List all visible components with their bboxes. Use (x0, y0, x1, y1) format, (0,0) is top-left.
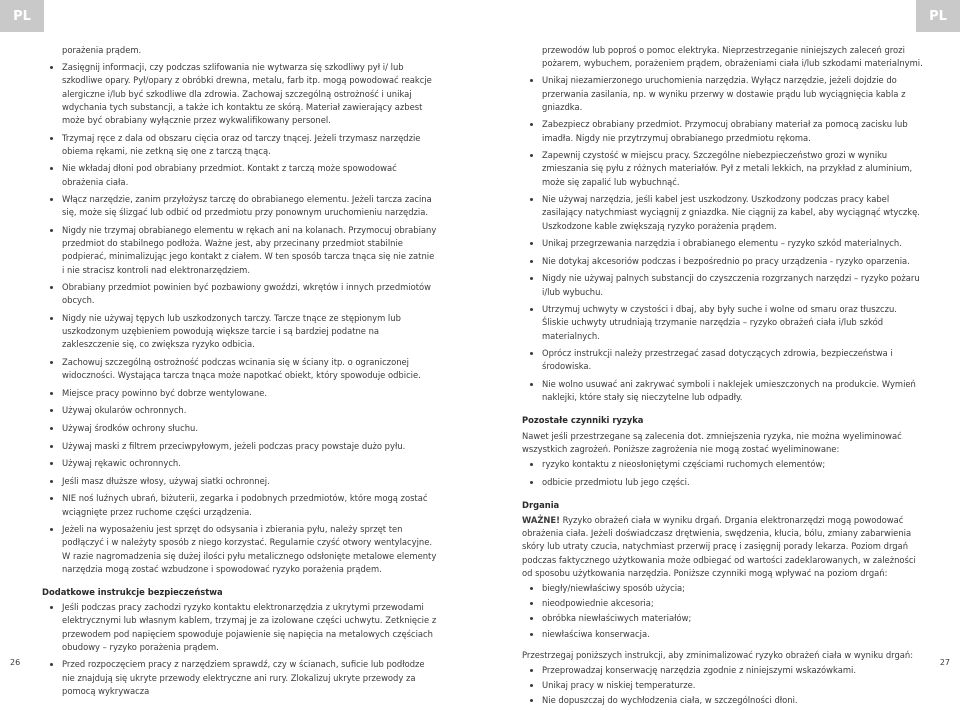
list-item: Jeśli masz dłuższe włosy, używaj siatki ochronnej. (42, 475, 438, 488)
right-column (522, 44, 924, 710)
list-item: Nie dopuszczaj do wychłodzenia ciała, w szczególności dłoni. (522, 694, 924, 707)
list-item: Jeżeli na wyposażeniu jest sprzęt do odsysania i zbierania pyłu, należy sprzęt ten podłączyć i w należyty sposób z niego korzystać. Regularnie czyść otwory wentylacyjne. W razie nagromadzenia się dużej ilości pyłu metalicznego odsłonięte metalowe elementy narzędzia mogą zostać wzbudzone i spowodować ryzyko porażenia prądem. (42, 523, 438, 576)
language-tab-left: PL (0, 0, 44, 32)
warning-label: WAŻNE! (522, 515, 560, 525)
list-item: Zapewnij czystość w miejscu pracy. Szczególne niebezpieczeństwo grozi w wyniku zmieszania się pyłu z różnych materiałów. Pył z metali lekkich, na przykład z aluminium, może się zapalić lub wybuchnąć. (522, 149, 924, 189)
page-number-left: 26 (10, 658, 21, 667)
list-item: biegły/niewłaściwy sposób użycia; (522, 582, 924, 595)
section-heading-residual-risks: Pozostałe czynniki ryzyka (522, 415, 644, 426)
list-item: Zachowuj szczególną ostrożność podczas wcinania się w ściany itp. o ograniczonej widoczności. Wystająca tarcza tnąca może napotkać obiekt, który spowoduje odbicie. (42, 356, 438, 382)
list-item: Włącz narzędzie, zanim przyłożysz tarczę do obrabianego elementu. Jeżeli tarcza zacina się, może się ślizgać lub odbić od przedmiotu przy ponownym uruchomieniu narzędzia. (42, 193, 438, 219)
list-item: Nie wolno usuwać ani zakrywać symboli i naklejek umieszczonych na produkcie. Wymień naklejki, które stały się nieczytelne lub odpadły. (522, 378, 924, 404)
list-item: Używaj rękawic ochronnych. (42, 457, 438, 470)
list-item: Nie dotykaj akcesoriów podczas i bezpośrednio po pracy urządzenia - ryzyko oparzenia. (522, 255, 924, 268)
list-item: Zasięgnij informacji, czy podczas szlifowania nie wytwarza się szkodliwy pył i/ lub szkodliwe opary. Pył/opary z obróbki drewna, metalu, farb itp. mogą powodować reakcje alergiczne i/lub być szkodliwe dla zdrowia. Zachowaj szczególną ostrożność i unikaj wdychania tych substancji, a także ich kontaktu ze skórą. Materiał zawierający azbest może być obrabiany wyłącznie przez wykwalifikowany personel. (42, 61, 438, 127)
list-item: Unikaj niezamierzonego uruchomienia narzędzia. Wyłącz narzędzie, jeżeli dojdzie do przerwania zasilania, np. w wyniku przerwy w dostawie prądu lub wyciągnięcia kabla z gniazdka. (522, 74, 924, 114)
right-bullet-list (522, 74, 924, 404)
list-item: Używaj okularów ochronnych. (42, 404, 438, 417)
list-item: Używaj środków ochrony słuchu. (42, 422, 438, 435)
list-item: odbicie przedmiotu lub jego części. (522, 476, 924, 489)
left-column (42, 44, 438, 702)
list-item: Unikaj przegrzewania narzędzia i obrabianego elementu – ryzyko szkód materialnych. (522, 237, 924, 250)
residual-risks-list (522, 458, 924, 489)
list-item: Przeprowadzaj konserwację narzędzia zgodnie z niniejszymi wskazówkami. (522, 664, 924, 677)
list-item: niewłaściwa konserwacja. (522, 628, 924, 641)
list-item: Miejsce pracy powinno być dobrze wentylowane. (42, 387, 438, 400)
section-heading-vibration: Drgania (522, 499, 560, 510)
vibration-factors-list (522, 582, 924, 641)
list-item: nieodpowiednie akcesoria; (522, 597, 924, 610)
list-item: Nie wkładaj dłoni pod obrabiany przedmiot. Kontakt z tarczą może spowodować obrażenia ciała. (42, 162, 438, 188)
page-number-right: 27 (939, 658, 950, 667)
list-item: Zabezpiecz obrabiany przedmiot. Przymocuj obrabiany materiał za pomocą zacisku lub imadła. Nigdy nie przytrzymuj obrabianego przedmiotu rękoma. (522, 118, 924, 144)
vibration-instructions-list (522, 664, 924, 708)
list-item: NIE noś luźnych ubrań, biżuterii, zegarka i podobnych przedmiotów, które mogą zostać wciągnięte przez ruchome części urządzenia. (42, 492, 438, 518)
vibration-instructions-paragraph: Przestrzegaj poniższych instrukcji, aby zminimalizować ryzyko obrażeń ciała w wyniku drgań: (522, 649, 914, 660)
residual-risks-paragraph: Nawet jeśli przestrzegane są zalecenia dot. zmniejszenia ryzyka, nie można wyeliminować wszystkich zagrożeń. Poniższe zagrożenia nie mogą zostać wyeliminowane: (522, 430, 902, 454)
list-item: Nigdy nie używaj palnych substancji do czyszczenia rozgrzanych narzędzi – ryzyko pożaru i/lub wybuchu. (522, 272, 924, 298)
list-item: Utrzymuj uchwyty w czystości i dbaj, aby były suche i wolne od smaru oraz tłuszczu. Śliskie uchwyty utrudniają trzymanie narzędzia – ryzyko obrażeń ciała i/lub szkód materialnych. (522, 303, 924, 343)
list-item: Unikaj pracy w niskiej temperaturze. (522, 679, 924, 692)
list-item: Przed rozpoczęciem pracy z narzędziem sprawdź, czy w ścianach, suficie lub podłodze nie znajdują się ukryte przewody elektryczne ani rury. Zlokalizuj ukryte przewody za pomocą wykrywacza (42, 658, 438, 698)
right-lead-text: przewodów lub poproś o pomoc elektryka. Nieprzestrzeganie niniejszych zaleceń grozi pożarem, wybuchem, porażeniem prądem, obrażeniami ciała i/lub szkodami materialnymi. (542, 45, 923, 69)
list-item: Trzymaj ręce z dala od obszaru cięcia oraz od tarczy tnącej. Jeżeli trzymasz narzędzie obiema rękami, nie zetkną się one z tarczą tnącą. (42, 132, 438, 158)
vibration-paragraph (522, 514, 924, 580)
left-lead-text: porażenia prądem. (62, 45, 142, 55)
left-bullet-list (42, 61, 438, 576)
language-tab-right: PL (916, 0, 960, 32)
list-item: Używaj maski z filtrem przeciwpyłowym, jeżeli podczas pracy powstaje dużo pyłu. (42, 440, 438, 453)
list-item: Nie używaj narzędzia, jeśli kabel jest uszkodzony. Uszkodzony podczas pracy kabel zasilający natychmiast wyciągnij z gniazdka. Nie ciągnij za kabel, aby wyciągnąć wtyczkę. Uszkodzone kable zwiększają ryzyko porażenia prądem. (522, 193, 924, 233)
list-item: Jeśli podczas pracy zachodzi ryzyko kontaktu elektronarzędzia z ukrytymi przewodami elektrycznymi lub własnym kablem, trzymaj je za izolowane części uchwytu. Zetknięcie z przewodem pod napięciem spowoduje pojawienie się napięcia na metalowych częściach obudowy – ryzyko porażenia prądem. (42, 601, 438, 654)
section-heading-additional-safety: Dodatkowe instrukcje bezpieczeństwa (42, 586, 223, 597)
list-item: Nigdy nie trzymaj obrabianego elementu w rękach ani na kolanach. Przymocuj obrabiany przedmiot do stabilnego podłoża. Ważne jest, aby przecinany przedmiot stabilnie podpierać, minimalizując jego kontakt z ciałem. W ten sposób tarcza tnąca się nie zatnie i nie stracisz kontroli nad elektronarzędziem. (42, 224, 438, 277)
list-item: obróbka niewłaściwych materiałów; (522, 612, 924, 625)
list-item: Obrabiany przedmiot powinien być pozbawiony gwoździ, wkrętów i innych przedmiotów obcych. (42, 281, 438, 307)
list-item: Oprócz instrukcji należy przestrzegać zasad dotyczących zdrowia, bezpieczeństwa i środowiska. (522, 347, 924, 373)
list-item: Nigdy nie używaj tępych lub uszkodzonych tarczy. Tarcze tnące ze stępionym lub uszkodzonym uzębieniem powodują większe tarcie i są bardziej podatne na zakleszczenie się, co zwiększa ryzyko odbicia. (42, 312, 438, 352)
list-item: ryzyko kontaktu z nieosłoniętymi częściami ruchomych elementów; (522, 458, 924, 471)
vibration-text: Ryzyko obrażeń ciała w wyniku drgań. Drgania elektronarzędzi mogą powodować obrażenia ciała. Jeżeli doświadczasz drętwienia, swędzenia, kłucia, bólu, zmiany zabarwienia skóry lub utraty czucia, natychmiast przerwij pracę i zasięgnij porady lekarza. Poziom drgań podczas faktycznego użytkowania może odbiegać od wartości zadeklarowanych, w zależności od sposobu użytkowania narzędzia. Poniższe czynniki mogą wpływać na poziom drgań: (522, 515, 916, 578)
left-section-list (42, 601, 438, 698)
